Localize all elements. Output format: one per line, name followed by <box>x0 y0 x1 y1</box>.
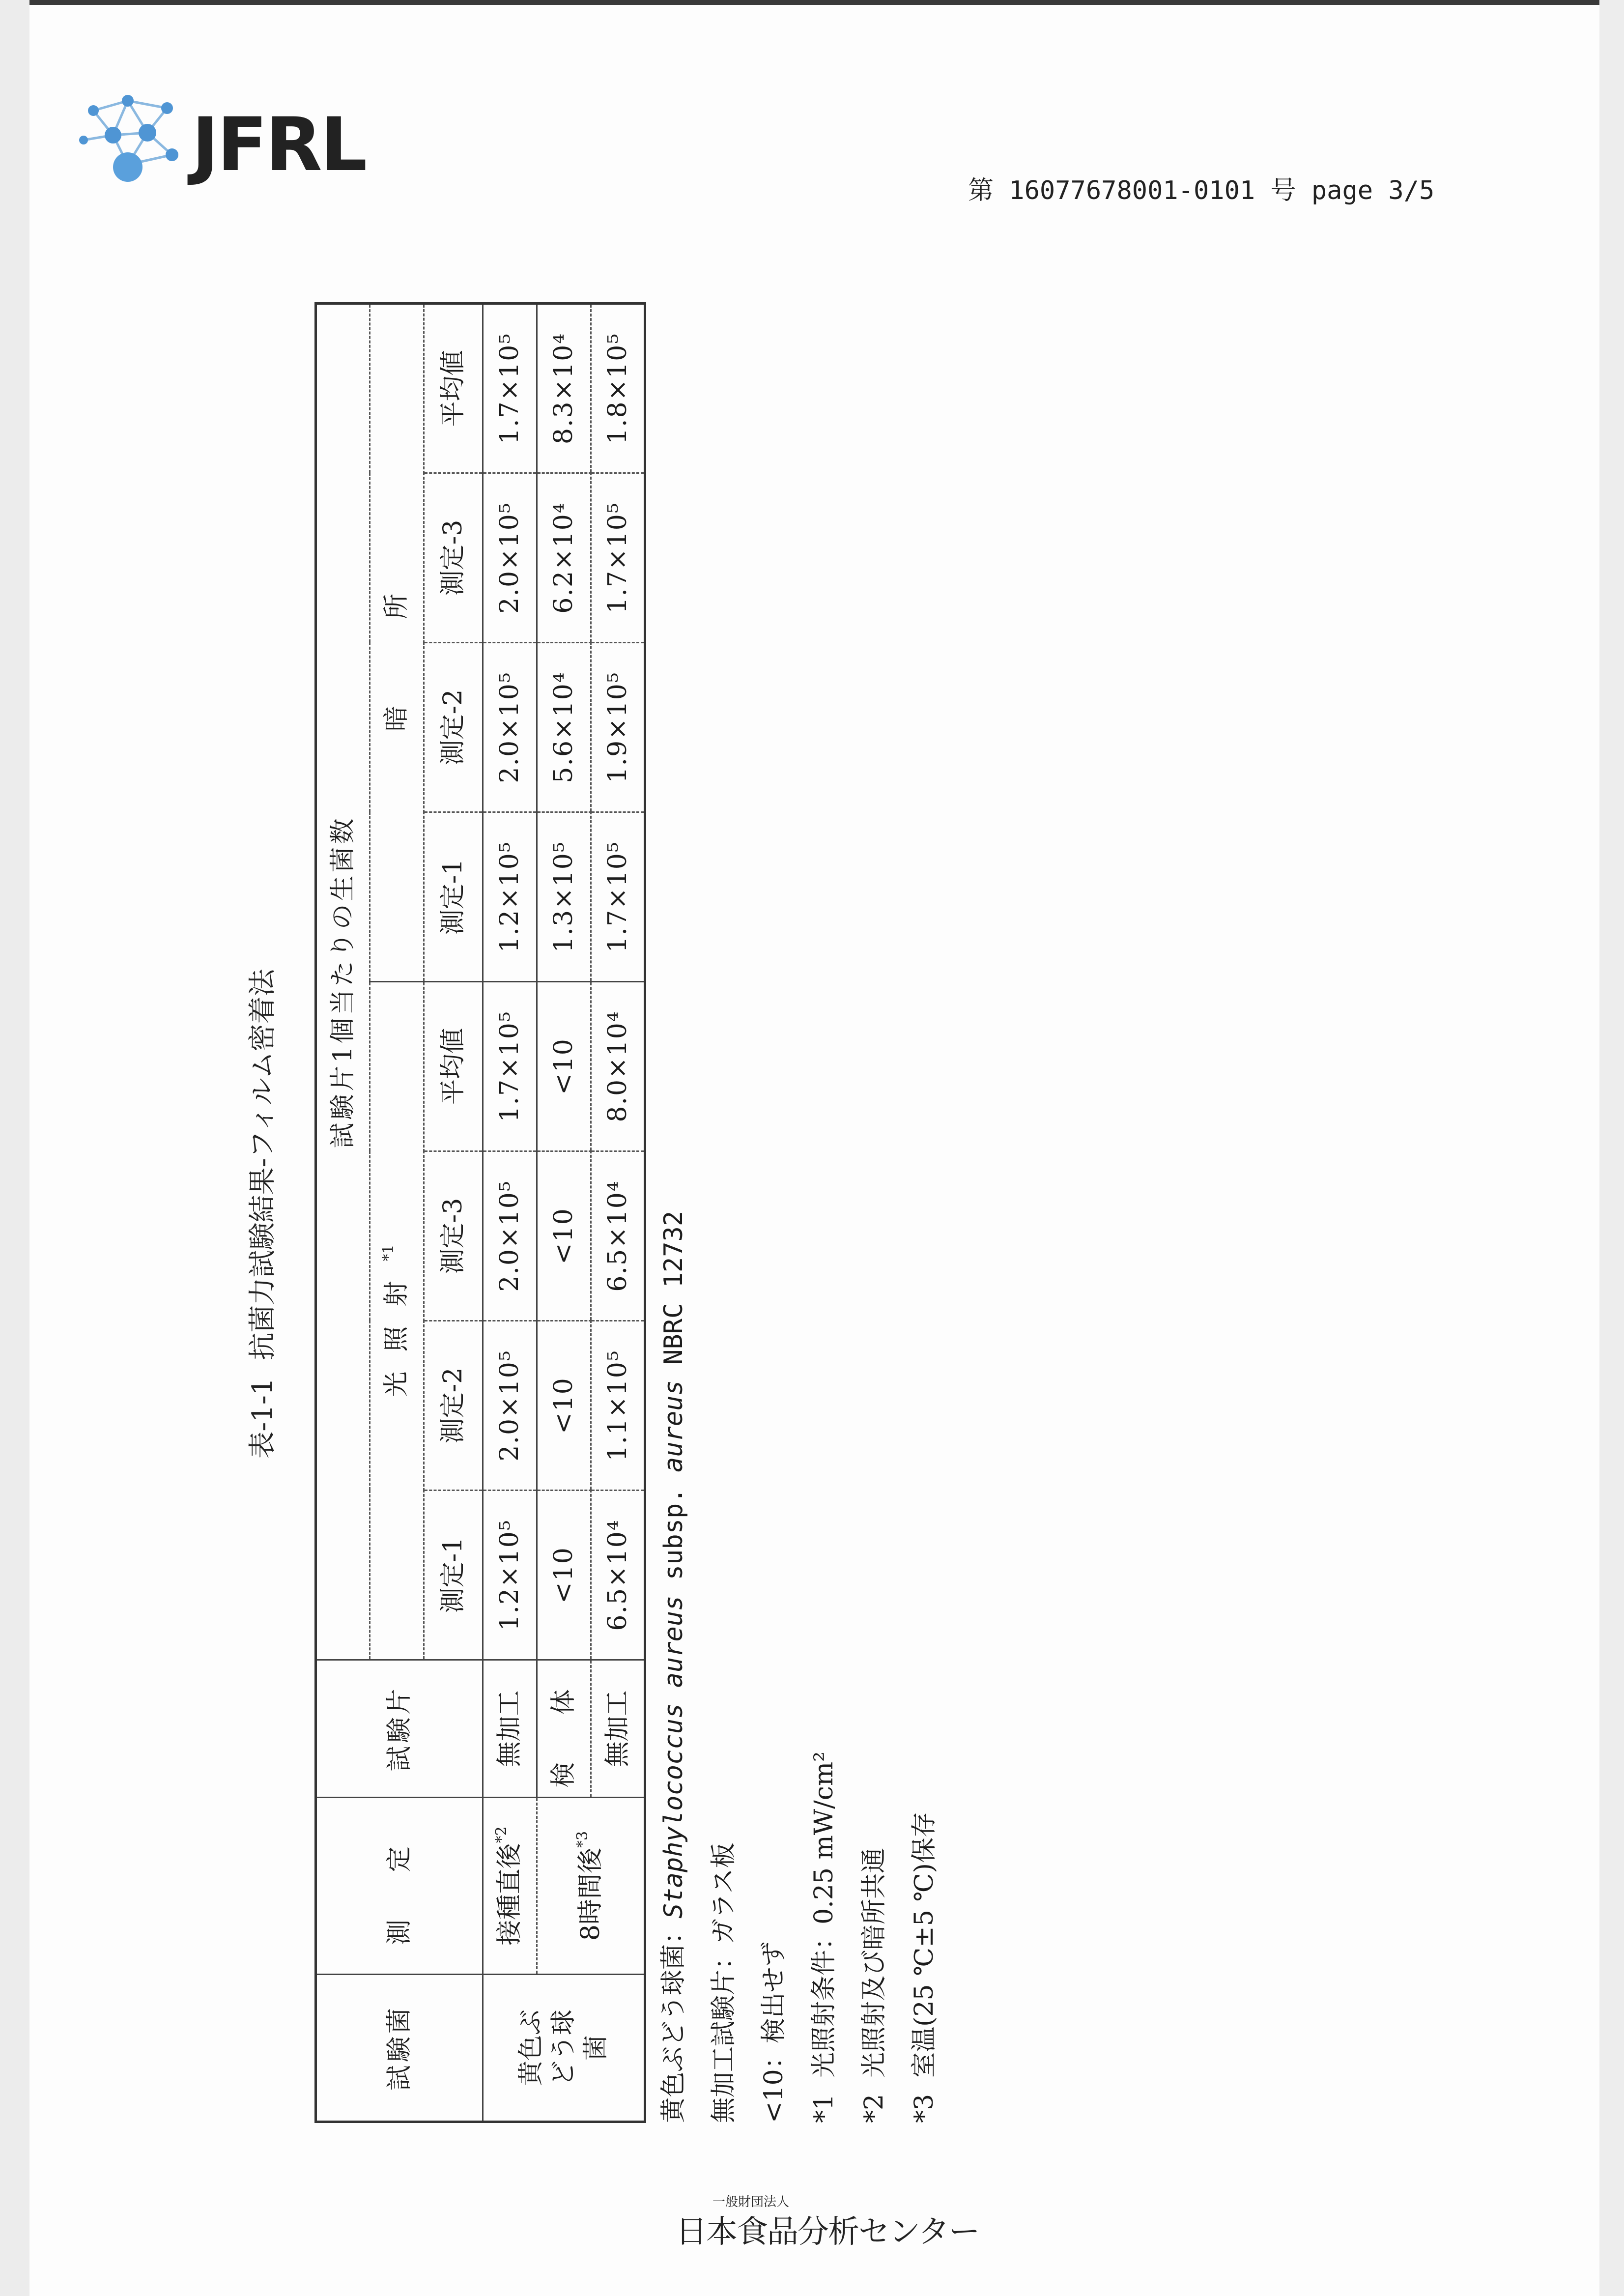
table-cell: 1.8×10⁵ <box>591 303 645 473</box>
table-cell: 6.5×10⁴ <box>591 1151 645 1321</box>
table-cell: 2.0×10⁵ <box>483 1151 537 1321</box>
note-3: *3 室温(25 ℃±5 ℃)保存 <box>910 1812 939 2123</box>
table-cell: <10 <box>537 1321 591 1491</box>
subheader-dark-1: 測定-1 <box>424 812 483 982</box>
bacteria-cell: 黄色ぶどう球菌 <box>483 1975 645 2122</box>
row-2-specimen: 無加工 <box>591 1660 645 1798</box>
table-cell: 1.2×10⁵ <box>483 1491 537 1660</box>
table-notes <box>649 305 949 2123</box>
table-caption-title: 抗菌力試験結果-フィルム密着法 <box>247 969 279 1360</box>
table-cell: 1.7×10⁵ <box>591 473 645 643</box>
table-cell: <10 <box>537 1151 591 1321</box>
row-1-specimen: 検 体 <box>537 1660 591 1798</box>
subheader-light-1: 測定-1 <box>424 1491 483 1660</box>
footer-org-name: 日本食品分析センター <box>676 2214 979 2250</box>
table-cell: 1.7×10⁵ <box>483 982 537 1151</box>
table-cell: 1.2×10⁵ <box>483 812 537 982</box>
header-specimen: 試験片 <box>316 1660 483 1798</box>
table-caption-number: 表-1-1 <box>247 1378 279 1459</box>
subheader-light-2: 測定-2 <box>424 1321 483 1491</box>
subheader-dark-avg: 平均値 <box>424 303 483 473</box>
header-light-group: 光照射$^{*1}$ <box>370 982 424 1660</box>
jfrl-logo <box>74 86 388 194</box>
table-cell: 8.3×10⁴ <box>537 303 591 473</box>
table-cell: 8.0×10⁴ <box>591 982 645 1151</box>
table-cell: 5.6×10⁴ <box>537 643 591 812</box>
table-cell: 1.1×10⁵ <box>591 1321 645 1491</box>
table-cell: 2.0×10⁵ <box>483 473 537 643</box>
rotated-content <box>241 305 939 2123</box>
note-2: *2 光照射及び暗所共通 <box>859 1847 889 2123</box>
table-cell: <10 <box>537 1491 591 1660</box>
note-not-detected: <10：検出せず <box>759 1941 789 2123</box>
network-logo-icon <box>74 86 201 194</box>
header-measurement: 測 定 <box>316 1798 483 1975</box>
scan-edge-left <box>0 0 29 2296</box>
logo-text: JFRL <box>192 102 366 188</box>
table-cell: 1.7×10⁵ <box>591 812 645 982</box>
note-strain: 黄色ぶどう球菌：Staphylococcus aureus subsp. aureus NBRC 12732 <box>659 1210 688 2123</box>
report-number: 第 16077678001-0101 号 page 3/5 <box>968 176 1435 205</box>
subheader-dark-3: 測定-3 <box>424 473 483 643</box>
subheader-light-3: 測定-3 <box>424 1151 483 1321</box>
table-cell: 1.7×10⁵ <box>483 303 537 473</box>
row-0-measurement: 接種直後$^{*2}$ <box>483 1798 537 1975</box>
header-viable-count: 試験片1個当たりの生菌数 <box>316 303 370 1660</box>
table-cell: <10 <box>537 982 591 1151</box>
table-cell: 2.0×10⁵ <box>483 643 537 812</box>
table-cell: 2.0×10⁵ <box>483 1321 537 1491</box>
table-caption <box>241 305 285 2123</box>
table-cell: 1.9×10⁵ <box>591 643 645 812</box>
table-cell: 1.3×10⁵ <box>537 812 591 982</box>
row-0-specimen: 無加工 <box>483 1660 537 1798</box>
table-cell: 6.5×10⁴ <box>591 1491 645 1660</box>
table-cell: 6.2×10⁴ <box>537 473 591 643</box>
row-1-measurement: 8時間後$^{*3}$ <box>537 1798 645 1975</box>
subheader-dark-2: 測定-2 <box>424 643 483 812</box>
note-1: *1 光照射条件：0.25 mW/cm² <box>809 1751 839 2123</box>
footer-org-type: 一般財団法人 <box>712 2195 790 2210</box>
results-table <box>314 302 646 2123</box>
header-dark-group: 暗 所 <box>370 303 424 981</box>
note-specimen: 無加工試験片：ガラス板 <box>709 1842 739 2123</box>
header-bacteria: 試験菌 <box>316 1975 483 2122</box>
scan-edge-right <box>1599 0 1624 2296</box>
scan-edge-top <box>0 0 1624 5</box>
subheader-light-avg: 平均値 <box>424 982 483 1151</box>
